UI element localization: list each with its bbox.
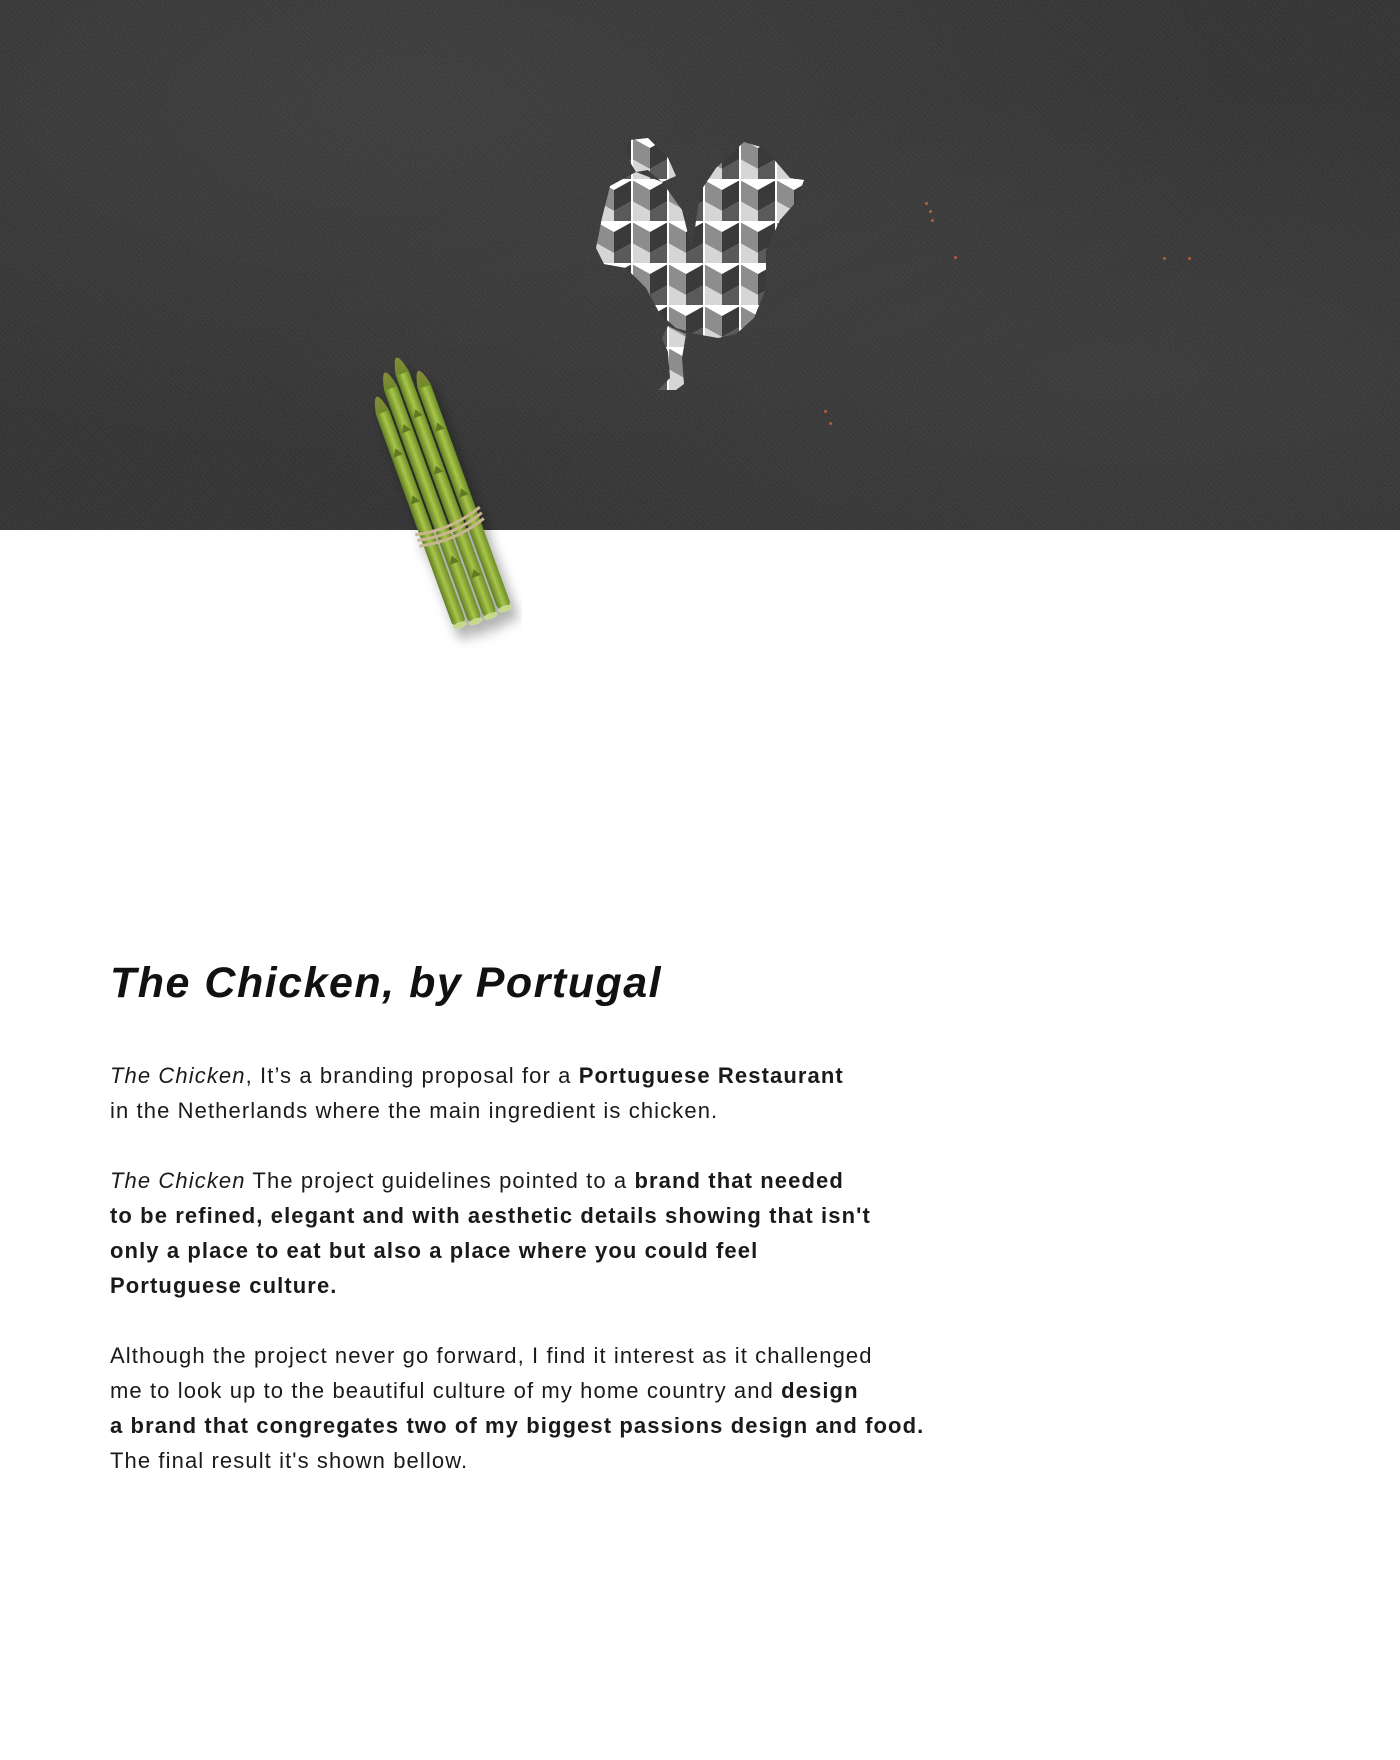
intro-paragraph xyxy=(110,1058,1010,1128)
hero-banner xyxy=(0,0,1400,530)
conclusion-line-3: a brand that congregates two of my biggest passions design and food. xyxy=(110,1412,925,1438)
conclusion-line-1: Although the project never go forward, I find it interest as it challenged xyxy=(110,1342,873,1368)
conclusion-line-2: me to look up to the beautiful culture of my home country and design xyxy=(110,1377,859,1403)
guidelines-line-3: only a place to eat but also a place where you could feel xyxy=(110,1237,759,1263)
guidelines-line-2: to be refined, elegant and with aesthetic details showing that isn't xyxy=(110,1202,871,1228)
intro-line-2: in the Netherlands where the main ingredient is chicken. xyxy=(110,1097,719,1123)
article-section xyxy=(110,958,1010,1478)
article-title: The Chicken, by Portugal xyxy=(110,959,663,1007)
geometric-tile-rooster-icon xyxy=(596,138,804,390)
intro-line-1: The Chicken, It’s a branding proposal for a Portuguese Restaurant xyxy=(110,1062,844,1088)
conclusion-line-4: The final result it's shown bellow. xyxy=(110,1447,469,1473)
asparagus-bundle-image xyxy=(372,352,522,652)
guidelines-paragraph xyxy=(110,1163,1010,1303)
guidelines-line-4: Portuguese culture. xyxy=(110,1272,338,1298)
conclusion-paragraph xyxy=(110,1338,1010,1478)
guidelines-line-1: The Chicken The project guidelines pointed to a brand that needed xyxy=(110,1167,844,1193)
